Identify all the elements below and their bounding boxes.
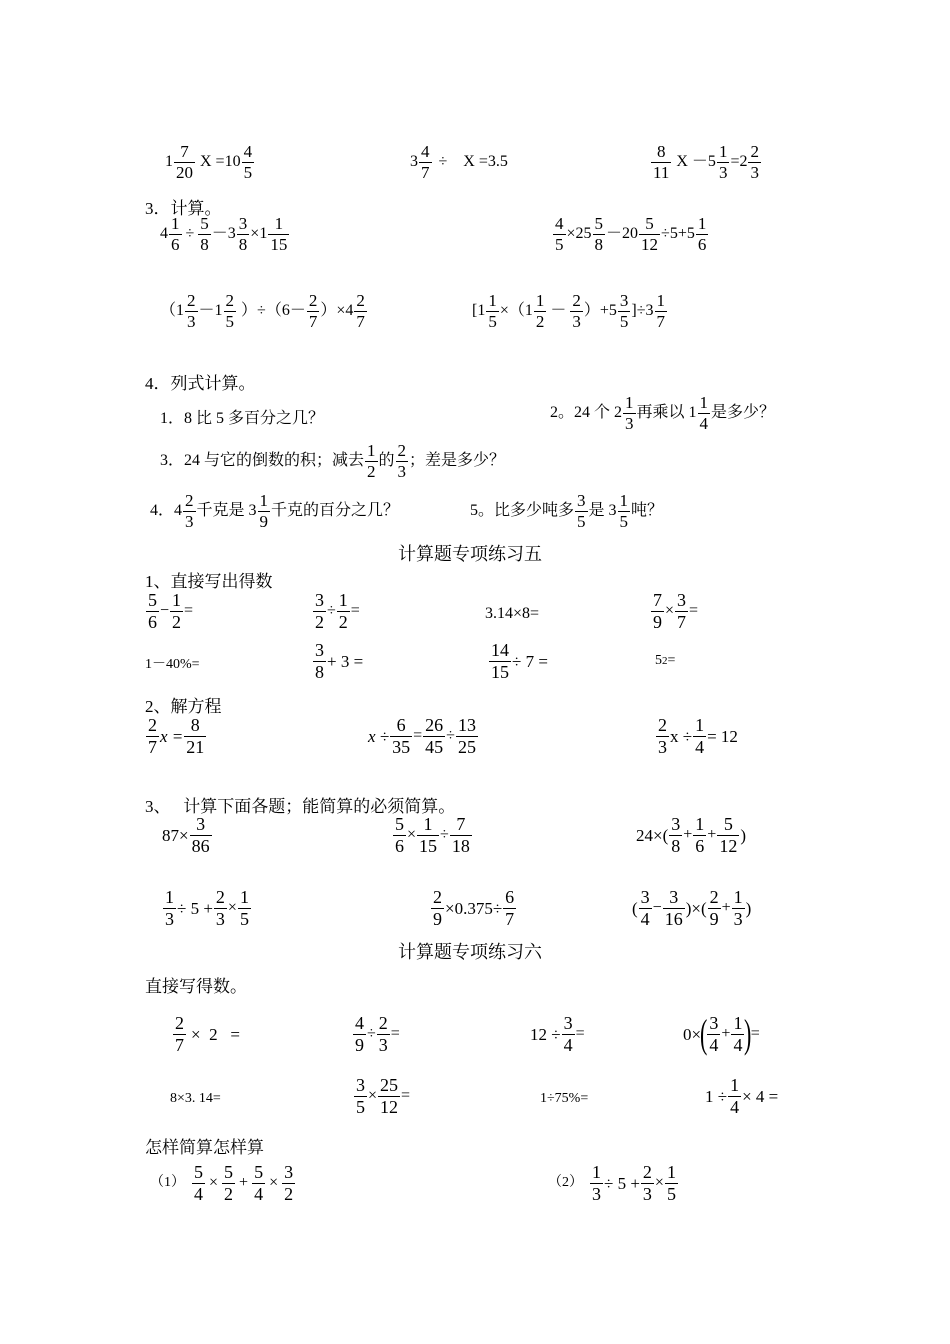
- s6-r1-c: 12 ÷ $\frac{3}{4}$ =: [530, 1013, 585, 1055]
- fraction: $\frac{1}{2}$: [338, 590, 348, 632]
- fraction: 2 3: [187, 291, 196, 331]
- fraction: 3 5: [577, 491, 586, 531]
- fraction: 2 3: [572, 291, 581, 331]
- s5-c1-a: 87× $\frac{3}{86}$: [162, 814, 210, 856]
- fraction: $\frac{4}{9}$: [355, 1013, 364, 1055]
- fraction: $\frac{5}{4}$: [194, 1162, 203, 1204]
- fraction: $\frac{4}{5}$: [555, 214, 564, 254]
- section6-heading-2: 怎样简算怎样算: [145, 1138, 264, 1157]
- s5-r1-b: $\frac{3}{2}$ ÷ $\frac{1}{2}$ =: [315, 590, 360, 632]
- fraction: $\frac{3}{16}$: [664, 887, 683, 929]
- fraction: 1 9: [259, 491, 269, 531]
- fraction: $\frac{13}{25}$: [457, 715, 476, 757]
- fraction: 2 5: [225, 291, 235, 331]
- fraction: $\frac{5}{2}$: [224, 1162, 234, 1204]
- fraction: $\frac{1}{4}$: [695, 715, 705, 757]
- fraction: $\frac{1}{6}$: [695, 814, 705, 856]
- s6-r2-a: 8×3. 14=: [170, 1091, 221, 1106]
- s5-r2-d: 52=: [655, 653, 676, 668]
- s6-r1-d: 0× ( 3 4 + $\frac{1}{4}$ ) =: [683, 1011, 760, 1057]
- fraction: 2 7: [308, 291, 318, 331]
- fraction: 1 5: [619, 491, 629, 531]
- fraction: 1 4: [699, 393, 709, 433]
- fraction: $\frac{6}{7}$: [505, 887, 515, 929]
- heading-3: 3．计算。: [145, 199, 222, 218]
- fraction: $\frac{5}{8}$: [200, 214, 209, 254]
- s5-eq-a: 2 7 x = $\frac{8}{21}$: [148, 715, 205, 757]
- fraction: $\frac{3}{2}$: [284, 1162, 294, 1204]
- fraction: 1 15: [270, 214, 288, 254]
- fraction: $\frac{2}{7}$: [175, 1013, 184, 1055]
- fraction: 2 3: [397, 441, 407, 481]
- fraction: $\frac{1}{5}$: [239, 887, 249, 929]
- fraction: 2 3: [750, 142, 759, 182]
- fraction: $\frac{1}{5}$: [488, 291, 497, 331]
- fraction: 1 2: [367, 441, 376, 481]
- fraction: $\frac{1}{4}$: [733, 1013, 743, 1055]
- fraction: 2 3: [185, 491, 194, 531]
- fraction: $\frac{14}{15}$: [491, 640, 509, 682]
- calc-c: （1 2 3 －1 2 5 ）÷（6－ 2 7 ）×4 2 7: [160, 291, 365, 331]
- fraction: $\frac{3}{5}$: [356, 1075, 365, 1117]
- calc-d: [1 $\frac{1}{5}$ ×（1 1 2 － 2 3 ）+5 3 5 ]÷3 1 7: [472, 291, 666, 331]
- fraction: 5 8: [594, 214, 604, 254]
- section5-heading-2: 2、解方程: [145, 697, 222, 716]
- fraction: 1 7: [656, 291, 666, 331]
- fraction: $\frac{1}{2}$: [172, 590, 182, 632]
- fraction: 1 3: [625, 393, 634, 433]
- fraction: 3 8: [315, 640, 324, 682]
- section6-heading-1: 直接写得数。: [145, 977, 247, 996]
- section5-heading-3: 3、 计算下面各题；能简算的必须简算。: [145, 797, 456, 816]
- s5-r1-d: $\frac{7}{9}$ × $\frac{3}{7}$ =: [653, 590, 699, 632]
- section5-heading-1: 1、直接写出得数: [145, 572, 273, 591]
- s5-r2-c: $\frac{14}{15}$ ÷ 7 =: [491, 640, 548, 682]
- fraction: $\frac{25}{12}$: [380, 1075, 399, 1117]
- fraction: $\frac{4}{7}$: [421, 142, 430, 182]
- section-title-5: 计算题专项练习五: [398, 544, 542, 564]
- s5-c1-c: 24×( 3 8 + $\frac{1}{6}$ + $\frac{5}{12}$ ): [636, 814, 746, 856]
- s5-r2-b: 3 8 + 3 =: [315, 640, 364, 682]
- word-q1: 1．8 比 5 多百分之几？: [160, 410, 325, 427]
- fraction: 1 6: [697, 214, 707, 254]
- fraction: $\frac{8}{21}$: [186, 715, 205, 757]
- fraction: $\frac{5}{12}$: [641, 214, 659, 254]
- fraction: $\frac{1}{3}$: [733, 887, 743, 929]
- fraction: $\frac{3}{4}$: [563, 1013, 573, 1055]
- word-q5: 5。比多少吨多 3 5 是 3 1 5 吨？: [470, 491, 664, 531]
- heading-4: 4．列式计算。: [145, 374, 256, 393]
- s6-expr-1: （1） $\frac{5}{4}$ × $\frac{5}{2}$ + $\frac{5}{4}$ × $\frac{3}{2}$: [150, 1162, 294, 1204]
- fraction: $\frac{5}{6}$: [395, 814, 404, 856]
- s6-r2-c: 1÷75%=: [540, 1091, 589, 1106]
- s5-eq-c: 2 3 x ÷ $\frac{1}{4}$ = 12: [658, 715, 738, 757]
- fraction: $\frac{3}{7}$: [677, 590, 687, 632]
- word-q4: 4．4 2 3 千克是 3 1 9 千克的百分之几？: [150, 491, 400, 531]
- right-paren: ): [744, 1011, 752, 1057]
- fraction: $\frac{2}{3}$: [642, 1162, 652, 1204]
- s5-c1-b: $\frac{5}{6}$ × $\frac{1}{15}$ ÷ $\frac{7}{18}$: [395, 814, 470, 856]
- fraction: 1 2: [535, 291, 545, 331]
- fraction: $\frac{3}{2}$: [315, 590, 324, 632]
- fraction: 7 20: [176, 142, 193, 182]
- fraction: $\frac{1}{5}$: [666, 1162, 676, 1204]
- calc-a: 4 $\frac{1}{6}$ ÷ $\frac{5}{8}$ －3 $\frac{3}{8}$ ×1 1 15: [160, 214, 288, 254]
- fraction: 4 5: [243, 142, 253, 182]
- fraction: 2 3: [658, 715, 667, 757]
- s6-r2-b: $\frac{3}{5}$ × $\frac{25}{12}$ =: [356, 1075, 411, 1117]
- fraction: 2 7: [356, 291, 365, 331]
- fraction: $\frac{2}{3}$: [378, 1013, 388, 1055]
- fraction: $\frac{7}{18}$: [451, 814, 470, 856]
- s6-r1-a: $\frac{2}{7}$ × 2 =: [175, 1013, 240, 1055]
- s6-r1-b: $\frac{4}{9}$ ÷ $\frac{2}{3}$ =: [355, 1013, 400, 1055]
- equation-3: 8 11 X －5 $\frac{1}{3}$ =2 2 3: [653, 142, 759, 182]
- s6-expr-2: （2） $\frac{1}{3}$ ÷ 5 + $\frac{2}{3}$ × $\frac{1}{5}$: [548, 1162, 676, 1204]
- fraction: $\frac{1}{15}$: [419, 814, 438, 856]
- fraction: 3 4: [709, 1013, 719, 1055]
- fraction: $\frac{7}{9}$: [653, 590, 662, 632]
- s6-r2-d: 1 ÷ $\frac{1}{4}$ × 4 =: [705, 1075, 779, 1117]
- fraction: $\frac{1}{4}$: [730, 1075, 740, 1117]
- word-q3: 3．24 与它的倒数的积；减去 1 2 的 2 3 ；差是多少？: [160, 441, 506, 481]
- fraction: 5 6: [148, 590, 157, 632]
- section-title-6: 计算题专项练习六: [398, 942, 542, 962]
- s5-c2-a: $\frac{1}{3}$ ÷ 5 + $\frac{2}{3}$ × $\frac{1}{5}$: [165, 887, 249, 929]
- fraction: $\frac{1}{3}$: [165, 887, 174, 929]
- fraction: 2 7: [148, 715, 157, 757]
- equation-1: 1 7 20 X =10 4 5: [165, 142, 253, 182]
- fraction: $\frac{5}{12}$: [719, 814, 738, 856]
- word-q2: 2。24 个 2 1 3 再乘以 1 1 4 是多少？: [550, 393, 776, 433]
- fraction: $\frac{2}{9}$: [433, 887, 442, 929]
- s5-r1-c: 3.14×8=: [485, 605, 540, 622]
- equation-2: 3 $\frac{4}{7}$ ÷ X =3.5: [410, 142, 508, 182]
- fraction: $\frac{3}{8}$: [238, 214, 248, 254]
- fraction: $\frac{1}{3}$: [718, 142, 728, 182]
- left-paren: (: [700, 1011, 708, 1057]
- s5-r2-a: 1－40%=: [145, 657, 200, 672]
- fraction: $\frac{5}{4}$: [254, 1162, 264, 1204]
- fraction: $\frac{1}{6}$: [171, 214, 180, 254]
- calc-b: $\frac{4}{5}$ ×25 5 8 －20 $\frac{5}{12}$ ÷5+5 1 6: [555, 214, 707, 254]
- s5-eq-b: x ÷ $\frac{6}{35}$ = $\frac{26}{45}$ ÷ $\frac{13}{25}$: [368, 715, 476, 757]
- s5-r1-a: 5 6 − $\frac{1}{2}$ =: [148, 590, 194, 632]
- fraction: 3 5: [619, 291, 629, 331]
- s5-c2-c: ( 3 4 − $\frac{3}{16}$ )×( 2 9 + $\frac{1}{3}$ ): [632, 887, 752, 929]
- fraction: 3 4: [640, 887, 650, 929]
- fraction: $\frac{6}{35}$: [392, 715, 411, 757]
- fraction: $\frac{1}{3}$: [592, 1162, 601, 1204]
- s5-c2-b: $\frac{2}{9}$ ×0.375÷ $\frac{6}{7}$: [433, 887, 515, 929]
- fraction: 2 9: [709, 887, 719, 929]
- fraction: $\frac{26}{45}$: [425, 715, 444, 757]
- fraction: 3 8: [671, 814, 681, 856]
- fraction: $\frac{2}{3}$: [215, 887, 225, 929]
- fraction: $\frac{3}{86}$: [191, 814, 210, 856]
- fraction: 8 11: [653, 142, 670, 182]
